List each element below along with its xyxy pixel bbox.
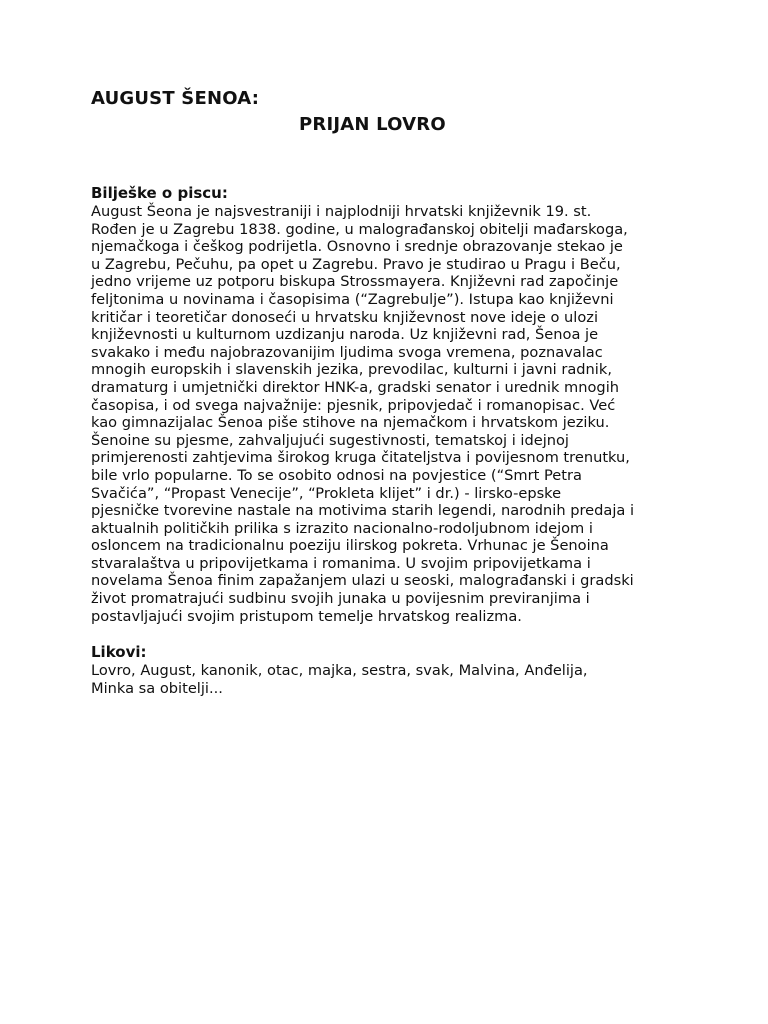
- section-characters: [91, 643, 681, 697]
- section-heading-characters: Likovi:: [91, 643, 147, 662]
- section-body-characters: Lovro, August, kanonik, otac, majka, sestra, svak, Malvina, Anđelija, Minka sa obitelji...: [91, 662, 588, 697]
- author-heading: AUGUST ŠENOA:: [91, 88, 260, 109]
- section-author-notes: [91, 184, 681, 625]
- document-page: [91, 86, 681, 697]
- section-body-author-notes: August Šeona je najsvestraniji i najplodniji hrvatski književnik 19. st. Rođen je u Zagrebu 1838. godine, u malograđanskoj obitelji mađarskoga, njemačkoga i češkog podrijetla. Osnovno i srednje obrazovanje stekao je u Zagrebu, Pečuhu, pa opet u Zagrebu. Pravo je studirao u Pragu i Beču, jedno vrijeme uz potporu biskupa Strossmayera. Književni rad započinje feljtonima u novinama i časopisima (“Zagrebulje”). Istupa kao književni kritičar i teoretičar donoseći u hrvatsku književnost nove ideje o ulozi književnosti u kulturnom uzdizanju naroda. Uz književni rad, Šenoa je svakako i među najobrazovanijim ljudima svoga vremena, poznavalac mnogih europskih i slavenskih jezika, prevodilac, kulturni i javni radnik, dramaturg i umjetnički direktor HNK-a, gradski senator i urednik mnogih časopisa, i od svega najvažnije: pjesnik, pripovjedač i romanopisac. Već kao gimnazijalac Šenoa piše stihove na njemačkom i hrvatskom jeziku. Šenoine su pjesme, zahvaljujući sugestivnosti, tematskoj i idejnoj primjerenosti zahtjevima širokog kruga čitateljstva i povijesnom trenutku, bile vrlo popularne. To se osobito odnosi na povjestice (“Smrt Petra Svačića”, “Propast Venecije”, “Prokleta klijet” i dr.) - lirsko-epske pjesničke tvorevine nastale na motivima starih legendi, narodnih predaja i aktualnih političkih prilika s izrazito nacionalno-rodoljubnom idejom i osloncem na tradicionalnu poeziju ilirskog pokreta. Vrhunac je Šenoina stvaralaštva u pripovijetkama i romanima. U svojim pripovijetkama i novelama Šenoa finim zapažanjem ulazi u seoski, malograđanski i gradski život promatrajući sudbinu svojih junaka u povijesnim previranjima i postavljajući svojim pristupom temelje hrvatskog realizma.: [91, 203, 635, 625]
- section-heading-author-notes: Bilješke o piscu:: [91, 184, 228, 202]
- work-title-heading: PRIJAN LOVRO: [299, 114, 446, 135]
